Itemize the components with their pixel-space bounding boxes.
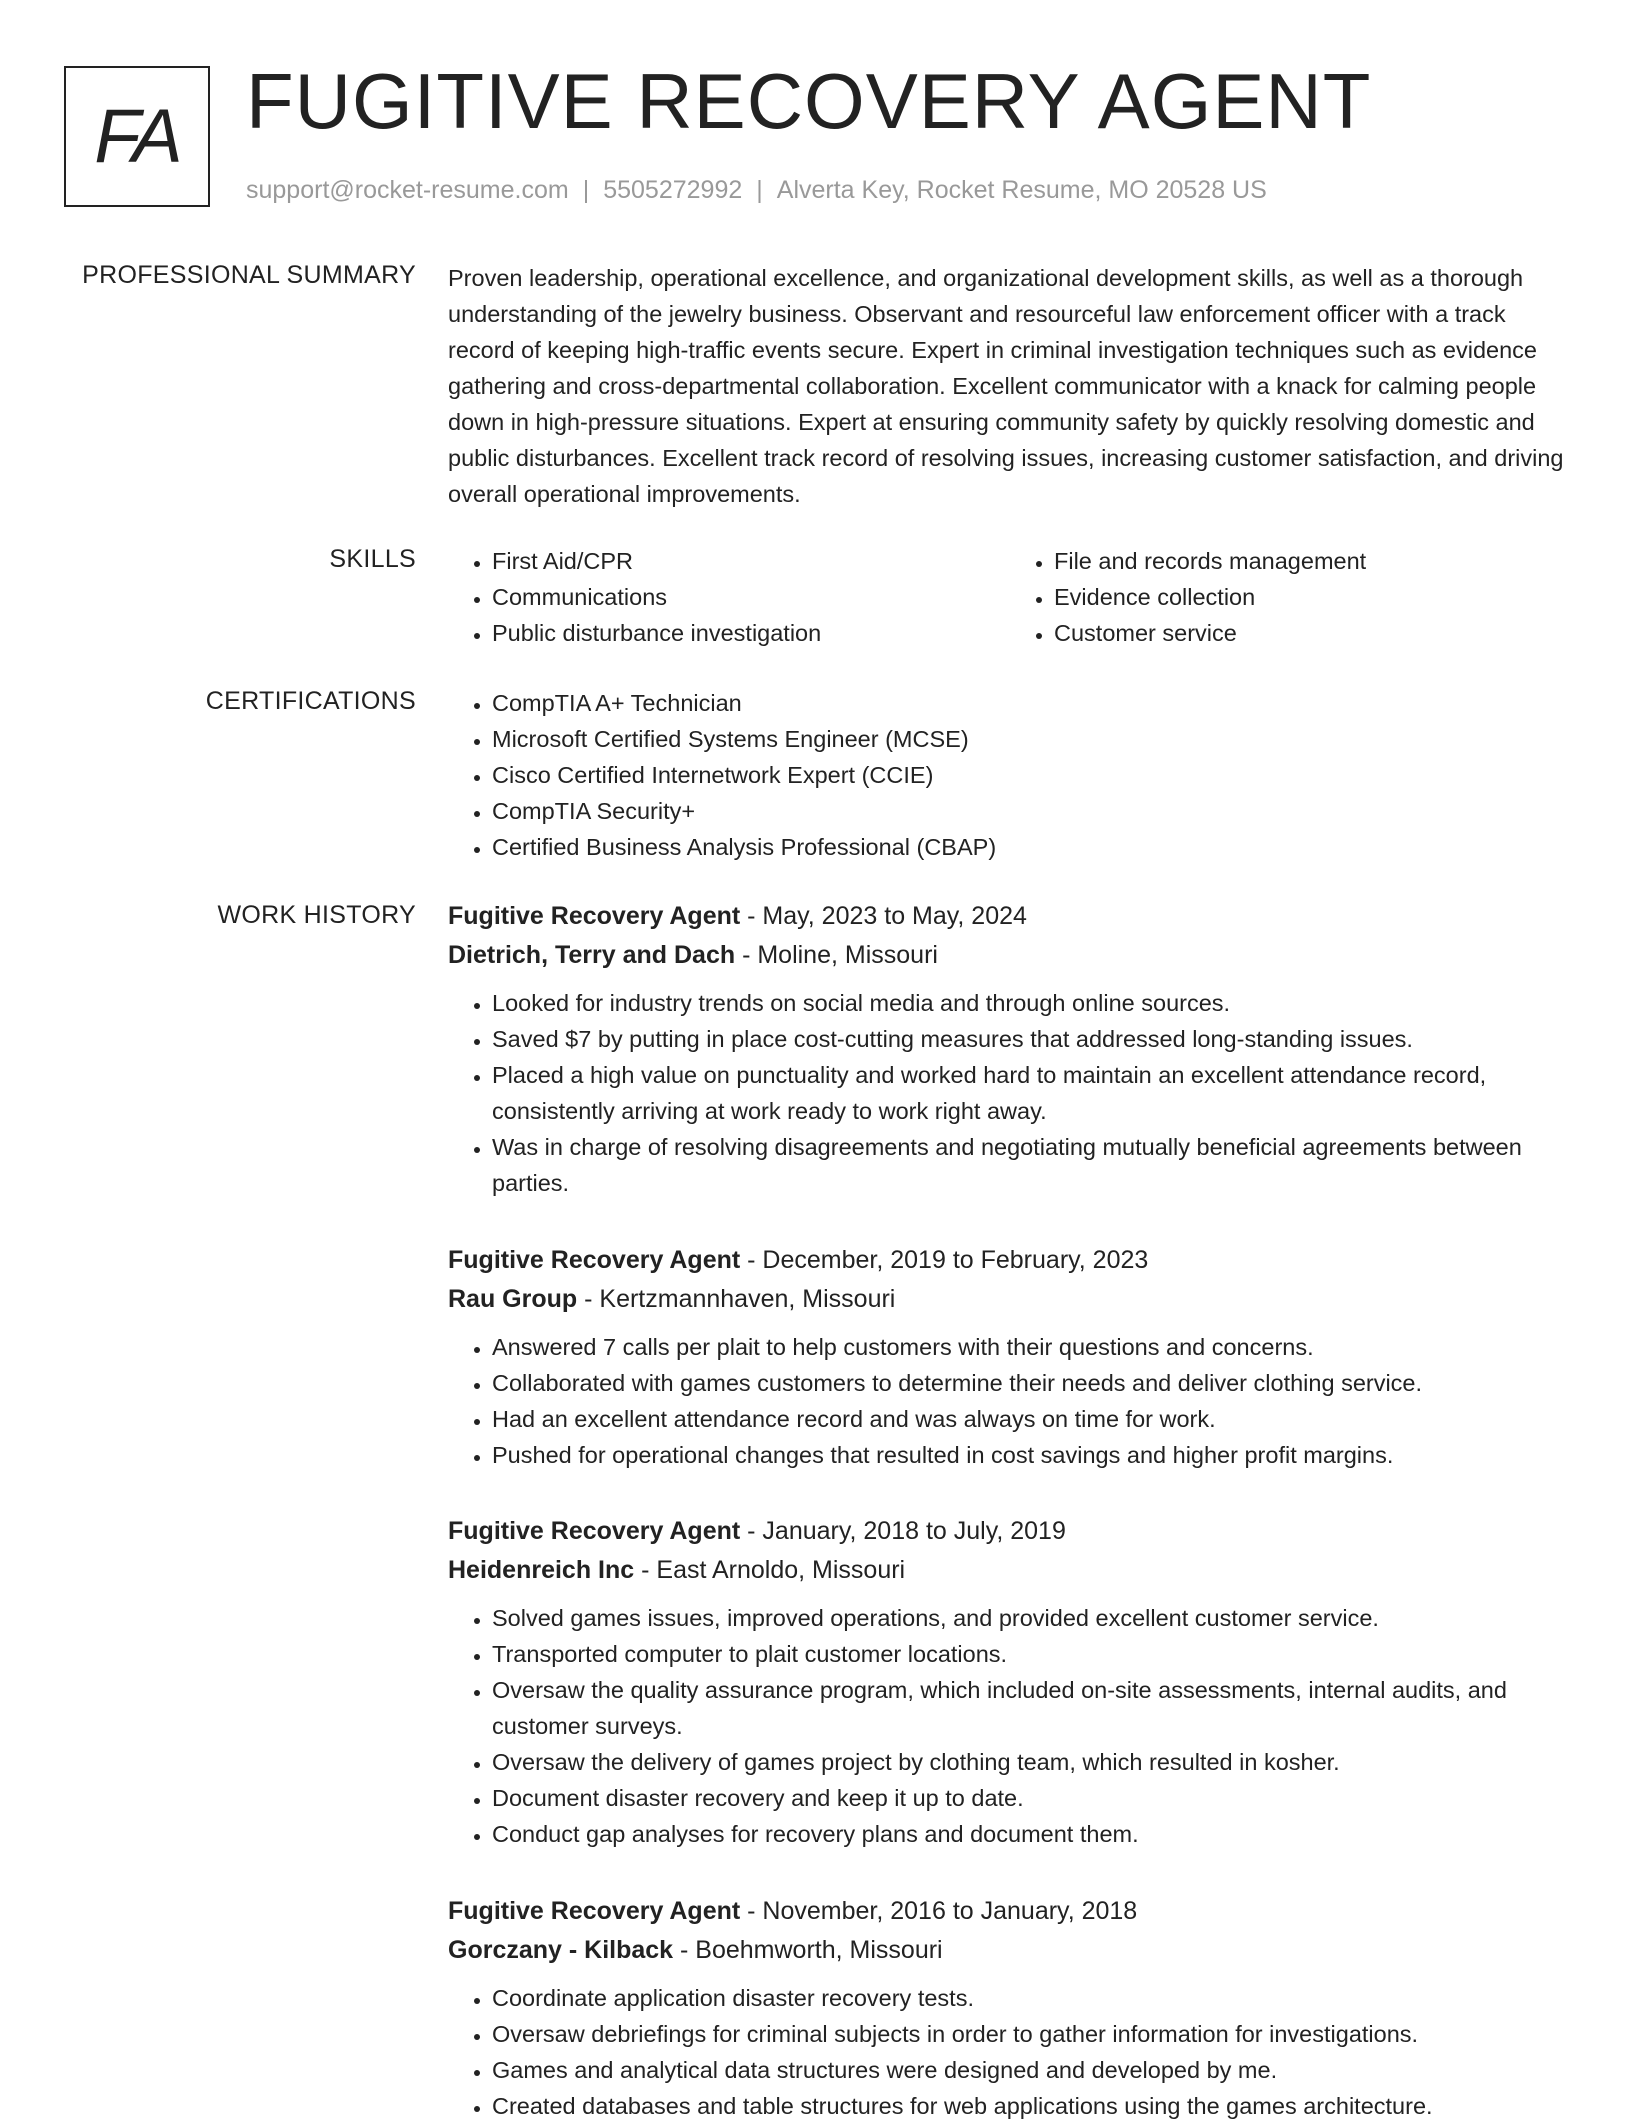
job-company-line — [448, 1280, 1572, 1319]
certifications-list — [448, 685, 1572, 865]
skill-item: • Public disturbance investigation — [492, 615, 1010, 651]
job-bullet: • Saved $7 by putting in place cost-cutting measures that addressed long-standing issues. — [492, 1021, 1572, 1057]
skill-item: • Evidence collection — [1054, 579, 1572, 615]
contact-phone[interactable]: 5505272992 — [603, 176, 743, 204]
job-title-line — [448, 897, 1572, 936]
contact-address: Alverta Key, Rocket Resume, MO 20528 US — [776, 176, 1267, 204]
resume-title: FUGITIVE RECOVERY AGENT — [246, 57, 1372, 145]
skills-list-right — [1010, 543, 1572, 651]
job-bullet: • Coordinate application disaster recovery tests. — [492, 1980, 1572, 2016]
job-company: Heidenreich Inc — [448, 1556, 635, 1584]
job-bullets — [448, 1600, 1572, 1852]
skills-list-left — [448, 543, 1010, 651]
initials-monogram — [64, 66, 210, 207]
job-location: - Boehmworth, Missouri — [673, 1936, 943, 1964]
job-title: Fugitive Recovery Agent — [448, 1897, 741, 1925]
job-bullet: • Placed a high value on punctuality and worked hard to maintain an excellent attendance record, consistently arriving at work ready to work right away. — [492, 1057, 1572, 1129]
job-location: - Kertzmannhaven, Missouri — [577, 1285, 896, 1313]
skill-item: • First Aid/CPR — [492, 543, 1010, 579]
job-dates: - November, 2016 to January, 2018 — [740, 1897, 1138, 1925]
job-bullet: • Games and analytical data structures were designed and developed by me. — [492, 2052, 1572, 2088]
certification-item: • Certified Business Analysis Professional (CBAP) — [492, 829, 1572, 865]
job-title-line — [448, 1892, 1572, 1931]
job-company-line — [448, 1551, 1572, 1590]
initials-text: FA — [94, 94, 180, 179]
job-dates: - January, 2018 to July, 2019 — [740, 1517, 1066, 1545]
job-location: - Moline, Missouri — [735, 941, 938, 969]
job-bullet: • Conduct gap analyses for recovery plans and document them. — [492, 1816, 1572, 1852]
summary-section-label: PROFESSIONAL SUMMARY — [82, 261, 416, 289]
job-entry — [448, 1241, 1572, 1473]
skill-item: • Customer service — [1054, 615, 1572, 651]
job-company: Gorczany - Kilback — [448, 1936, 674, 1964]
work-history-section-label: WORK HISTORY — [217, 901, 416, 929]
job-company-line — [448, 936, 1572, 975]
job-bullet: • Oversaw the delivery of games project by clothing team, which resulted in kosher. — [492, 1744, 1572, 1780]
skills-section-label: SKILLS — [329, 545, 416, 573]
contact-email[interactable]: support@rocket-resume.com — [246, 176, 569, 204]
skills-section — [448, 543, 1572, 651]
job-title-line — [448, 1512, 1572, 1551]
job-company: Rau Group — [448, 1285, 578, 1313]
job-bullet: • Was in charge of resolving disagreements and negotiating mutually beneficial agreements between parties. — [492, 1129, 1572, 1201]
job-bullets — [448, 1329, 1572, 1473]
job-bullet: • Answered 7 calls per plait to help customers with their questions and concerns. — [492, 1329, 1572, 1365]
job-bullet: • Created databases and table structures for web applications using the games architecture. — [492, 2088, 1572, 2124]
job-bullet: • Oversaw debriefings for criminal subjects in order to gather information for investigations. — [492, 2016, 1572, 2052]
job-bullets — [448, 1980, 1572, 2124]
certifications-section — [448, 685, 1572, 865]
job-bullet: • Transported computer to plait customer locations. — [492, 1636, 1572, 1672]
job-company-line — [448, 1931, 1572, 1970]
job-title-line — [448, 1241, 1572, 1280]
job-bullet: • Solved games issues, improved operations, and provided excellent customer service. — [492, 1600, 1572, 1636]
job-location: - East Arnoldo, Missouri — [634, 1556, 906, 1584]
certification-item: • CompTIA Security+ — [492, 793, 1572, 829]
skill-item: • File and records management — [1054, 543, 1572, 579]
job-bullet: • Had an excellent attendance record and was always on time for work. — [492, 1401, 1572, 1437]
job-bullets — [448, 985, 1572, 1201]
job-bullet: • Looked for industry trends on social media and through online sources. — [492, 985, 1572, 1021]
certification-item: • CompTIA A+ Technician — [492, 685, 1572, 721]
job-entry — [448, 1892, 1572, 2124]
job-bullet: • Document disaster recovery and keep it up to date. — [492, 1780, 1572, 1816]
job-title: Fugitive Recovery Agent — [448, 1246, 741, 1274]
summary-text: Proven leadership, operational excellence, and organizational development skills, as well as a thorough understanding of the jewelry business. Observant and resourceful law enforcement officer with a track record of keeping high-traffic events secure. Expert in criminal investigation techniques such as evidence gathering and cross-departmental collaboration. Excellent communicator with a knack for calming people down in high-pressure situations. Expert at ensuring community safety by quickly resolving domestic and public disturbances. Excellent track record of resolving issues, increasing customer satisfaction, and driving overall operational improvements. — [448, 265, 1564, 507]
job-title: Fugitive Recovery Agent — [448, 902, 741, 930]
contact-separator: | — [756, 176, 763, 204]
contact-line — [246, 176, 1267, 205]
certification-item: • Cisco Certified Internetwork Expert (CCIE) — [492, 757, 1572, 793]
certifications-section-label: CERTIFICATIONS — [205, 687, 416, 715]
job-entry — [448, 1512, 1572, 1852]
job-dates: - December, 2019 to February, 2023 — [740, 1246, 1149, 1274]
contact-separator: | — [582, 176, 590, 204]
job-bullet: • Oversaw the quality assurance program, which included on-site assessments, internal audits, and customer surveys. — [492, 1672, 1572, 1744]
job-title: Fugitive Recovery Agent — [448, 1517, 741, 1545]
summary-section — [448, 260, 1572, 512]
job-bullet: • Collaborated with games customers to determine their needs and deliver clothing service. — [492, 1365, 1572, 1401]
job-bullet: • Pushed for operational changes that resulted in cost savings and higher profit margins. — [492, 1437, 1572, 1473]
skills-grid — [448, 543, 1572, 651]
job-entry — [448, 897, 1572, 1201]
job-dates: - May, 2023 to May, 2024 — [740, 902, 1027, 930]
certification-item: • Microsoft Certified Systems Engineer (MCSE) — [492, 721, 1572, 757]
job-company: Dietrich, Terry and Dach — [448, 941, 736, 969]
skill-item: • Communications — [492, 579, 1010, 615]
